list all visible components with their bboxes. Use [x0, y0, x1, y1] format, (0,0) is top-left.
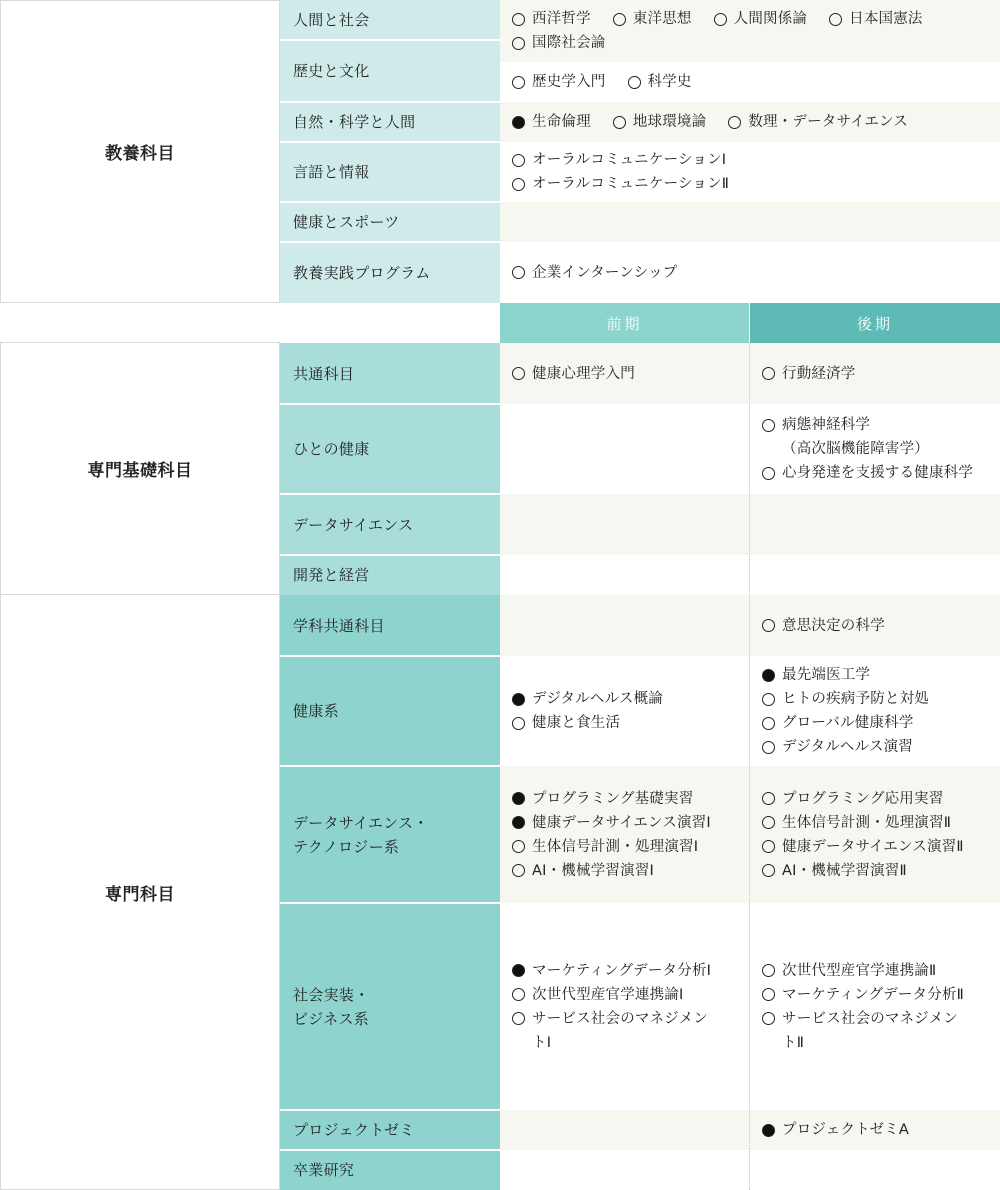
row-divider	[280, 1109, 500, 1111]
course-cell	[750, 656, 1000, 766]
course-cell	[750, 1110, 1000, 1150]
open-circle-icon	[512, 840, 525, 853]
course-name: 東洋思想	[632, 11, 692, 27]
course-item	[512, 70, 606, 94]
course-name: ヒトの疾病予防と対処	[782, 691, 929, 707]
filled-circle-icon	[512, 816, 525, 829]
course-cell	[500, 102, 1000, 142]
subcategory-label: 教養実践プログラム	[293, 263, 431, 282]
course-name: 健康データサイエンス演習Ⅱ	[782, 838, 964, 855]
header-zenki	[500, 303, 749, 343]
row-divider	[280, 141, 500, 143]
course-item	[512, 148, 726, 172]
course-name: トⅠ	[532, 1034, 552, 1051]
subcategory-label: ひとの健康	[293, 440, 370, 458]
course-name: サービス社会のマネジメン	[782, 1010, 958, 1027]
course-item	[762, 461, 973, 485]
course-cell	[500, 1110, 749, 1150]
row-divider	[280, 554, 500, 556]
course-cell	[500, 903, 749, 1110]
course-item	[512, 811, 711, 835]
subcategory-cell	[280, 343, 500, 404]
open-circle-icon	[762, 792, 775, 805]
course-name: 健康データサイエンス演習Ⅰ	[532, 814, 711, 831]
open-circle-icon	[512, 988, 525, 1001]
course-item	[762, 711, 914, 735]
course-item	[762, 787, 943, 811]
row-divider	[280, 765, 500, 767]
course-cell	[500, 202, 1000, 242]
subcategory-cell	[280, 142, 500, 202]
course-name: 人間関係論	[733, 11, 808, 27]
open-circle-icon	[512, 367, 525, 380]
open-circle-icon	[762, 693, 775, 706]
course-cell	[500, 343, 749, 404]
subcategory-cell	[280, 242, 500, 303]
course-name: 企業インターンシップ	[532, 264, 678, 281]
subcategory-cell	[280, 0, 500, 40]
course-name: 最先端医工学	[782, 667, 871, 683]
course-name: トⅡ	[782, 1034, 805, 1051]
section-senmon-kiso-label: 専門基礎科目	[87, 461, 193, 481]
course-item	[762, 1118, 909, 1142]
subcategory-label: 開発と経営	[293, 566, 370, 584]
subcategory-cell	[280, 1110, 500, 1150]
course-name: 西洋哲学	[532, 11, 591, 27]
row-divider	[280, 1149, 500, 1151]
course-item	[512, 110, 591, 134]
open-circle-icon	[762, 467, 775, 480]
course-item	[714, 7, 808, 31]
open-circle-icon	[762, 816, 775, 829]
course-name: 行動経済学	[782, 365, 856, 382]
course-cell	[750, 903, 1000, 1110]
header-koki-label: 後期	[856, 314, 893, 333]
course-item	[512, 787, 693, 811]
open-circle-icon	[762, 367, 775, 380]
row-divider	[280, 39, 500, 41]
course-item	[512, 261, 677, 285]
open-circle-icon	[762, 840, 775, 853]
course-item	[762, 859, 907, 883]
course-item	[512, 835, 698, 859]
subcategory-cell	[280, 903, 500, 1110]
open-circle-icon	[512, 178, 525, 191]
open-circle-icon	[829, 13, 842, 26]
course-item	[762, 663, 870, 687]
course-item	[762, 1031, 804, 1055]
open-circle-icon	[512, 76, 525, 89]
row-divider	[280, 403, 500, 405]
course-item	[512, 959, 711, 983]
course-cell	[500, 404, 749, 494]
row-divider	[280, 241, 500, 243]
course-item	[512, 983, 683, 1007]
course-name: マーケティングデータ分析Ⅱ	[782, 986, 964, 1003]
course-cell	[750, 404, 1000, 494]
course-item	[762, 362, 856, 386]
course-name: プロジェクトゼミA	[782, 1122, 909, 1138]
row-divider	[280, 493, 500, 495]
course-name: プログラミング基礎実習	[532, 790, 694, 807]
course-name: 次世代型産官学連携論Ⅱ	[782, 962, 937, 979]
course-cell	[500, 242, 1000, 303]
open-circle-icon	[512, 266, 525, 279]
open-circle-icon	[512, 1012, 525, 1025]
section-kyoyo	[0, 0, 280, 303]
course-name: サービス社会のマネジメン	[532, 1010, 708, 1027]
filled-circle-icon	[512, 964, 525, 977]
course-item	[762, 437, 929, 461]
subcategory-cell	[280, 595, 500, 656]
row-divider	[280, 655, 500, 657]
course-name: （高次脳機能障害学）	[782, 441, 929, 457]
course-name: 心身発達を支援する健康科学	[782, 465, 974, 481]
subcategory-cell	[280, 766, 500, 903]
course-name: 日本国憲法	[849, 11, 923, 27]
course-item	[613, 110, 707, 134]
course-name: 次世代型産官学連携論Ⅰ	[532, 986, 684, 1003]
open-circle-icon	[512, 864, 525, 877]
course-item	[762, 835, 964, 859]
open-circle-icon	[728, 116, 741, 129]
filled-circle-icon	[512, 693, 525, 706]
course-cell	[750, 766, 1000, 903]
subcategory-label: 自然・科学と人間	[293, 113, 416, 131]
course-name: 数理・データサイエンス	[748, 114, 908, 130]
filled-circle-icon	[762, 1124, 775, 1137]
course-item	[762, 614, 885, 638]
course-item	[512, 1007, 708, 1031]
subcategory-label: 共通科目	[293, 364, 355, 383]
course-name: オーラルコミュニケーションⅡ	[532, 176, 730, 192]
filled-circle-icon	[512, 116, 525, 129]
course-item	[512, 711, 620, 735]
course-name: オーラルコミュニケーションⅠ	[532, 152, 727, 168]
course-item	[762, 811, 951, 835]
course-cell	[500, 766, 749, 903]
filled-circle-icon	[512, 792, 525, 805]
subcategory-cell	[280, 102, 500, 142]
course-name: 生体信号計測・処理演習Ⅰ	[532, 838, 699, 855]
course-name: グローバル健康科学	[782, 715, 914, 731]
subcategory-label: 言語と情報	[293, 163, 370, 181]
course-item	[613, 7, 692, 31]
subcategory-label: データサイエンス	[293, 515, 414, 534]
course-cell	[500, 656, 749, 766]
course-name: AI・機械学習演習Ⅱ	[782, 862, 907, 879]
subcategory-label: 健康とスポーツ	[293, 213, 400, 231]
course-item	[628, 70, 692, 94]
course-name: 生体信号計測・処理演習Ⅱ	[782, 814, 952, 831]
course-item	[512, 859, 654, 883]
open-circle-icon	[762, 964, 775, 977]
course-item	[762, 687, 929, 711]
subcategory-cell	[280, 494, 500, 555]
filled-circle-icon	[762, 669, 775, 682]
course-item	[512, 1031, 551, 1055]
header-koki	[750, 303, 1000, 343]
open-circle-icon	[762, 1012, 775, 1025]
course-name: 科学史	[647, 74, 692, 90]
course-item	[512, 172, 729, 196]
row-divider	[280, 101, 500, 103]
course-item	[829, 7, 923, 31]
course-cell	[750, 343, 1000, 404]
course-name: デジタルヘルス演習	[782, 739, 913, 755]
subcategory-label: 人間と社会	[293, 11, 370, 29]
open-circle-icon	[762, 988, 775, 1001]
section-kyoyo-label: 教養科目	[105, 144, 175, 164]
course-item	[512, 31, 606, 55]
row-divider	[280, 902, 500, 904]
subcategory-label: データサイエンス・ テクノロジー系	[293, 813, 429, 856]
course-name: プログラミング応用実習	[782, 790, 944, 807]
course-name: 国際社会論	[532, 35, 606, 51]
open-circle-icon	[762, 419, 775, 432]
course-item	[762, 735, 913, 759]
course-cell	[500, 555, 749, 595]
course-name: デジタルヘルス概論	[532, 691, 663, 707]
course-cell	[750, 494, 1000, 555]
open-circle-icon	[628, 76, 641, 89]
course-cell	[500, 62, 1000, 102]
subcategory-label: 卒業研究	[293, 1161, 355, 1179]
subcategory-cell	[280, 40, 500, 102]
open-circle-icon	[762, 717, 775, 730]
subcategory-cell	[280, 404, 500, 494]
open-circle-icon	[512, 13, 525, 26]
subcategory-label: 学科共通科目	[293, 616, 385, 635]
open-circle-icon	[762, 741, 775, 754]
subcategory-label: 社会実装・ ビジネス系	[293, 985, 370, 1028]
open-circle-icon	[613, 13, 626, 26]
course-name: マーケティングデータ分析Ⅰ	[532, 962, 712, 979]
open-circle-icon	[512, 37, 525, 50]
course-name: 生命倫理	[532, 114, 591, 130]
course-name: AI・機械学習演習Ⅰ	[532, 862, 654, 879]
open-circle-icon	[714, 13, 727, 26]
subcategory-cell	[280, 555, 500, 595]
subcategory-cell	[280, 656, 500, 766]
course-item	[762, 1007, 958, 1031]
course-item	[762, 983, 964, 1007]
course-item	[512, 7, 591, 31]
subcategory-label: 歴史と文化	[293, 62, 370, 80]
open-circle-icon	[512, 717, 525, 730]
course-cell	[500, 142, 1000, 202]
subcategory-label: プロジェクトゼミ	[293, 1121, 415, 1139]
course-name: 地球環境論	[632, 114, 707, 130]
course-item	[512, 362, 635, 386]
course-cell	[750, 1150, 1000, 1190]
course-name: 歴史学入門	[532, 74, 606, 90]
section-senmon	[0, 594, 280, 1190]
course-item	[512, 687, 663, 711]
course-cell	[750, 595, 1000, 656]
header-zenki-label: 前期	[606, 314, 643, 333]
subcategory-cell	[280, 202, 500, 242]
course-name: 意思決定の科学	[782, 617, 885, 634]
course-name: 健康と食生活	[532, 715, 621, 731]
section-senmon-label: 専門科目	[105, 884, 175, 905]
course-name: 病態神経科学	[782, 417, 871, 433]
course-item	[728, 110, 908, 134]
subcategory-cell	[280, 1150, 500, 1190]
row-divider	[280, 201, 500, 203]
open-circle-icon	[613, 116, 626, 129]
open-circle-icon	[512, 154, 525, 167]
course-item	[762, 413, 870, 437]
course-item	[762, 959, 936, 983]
open-circle-icon	[762, 864, 775, 877]
open-circle-icon	[762, 619, 775, 632]
term-divider	[749, 343, 750, 1190]
course-cell	[500, 1150, 749, 1190]
course-cell	[500, 0, 1000, 62]
course-name: 健康心理学入門	[532, 365, 635, 382]
course-cell	[750, 555, 1000, 595]
course-cell	[500, 595, 749, 656]
subcategory-label: 健康系	[293, 702, 339, 720]
section-senmon-kiso	[0, 342, 280, 595]
course-cell	[500, 494, 749, 555]
